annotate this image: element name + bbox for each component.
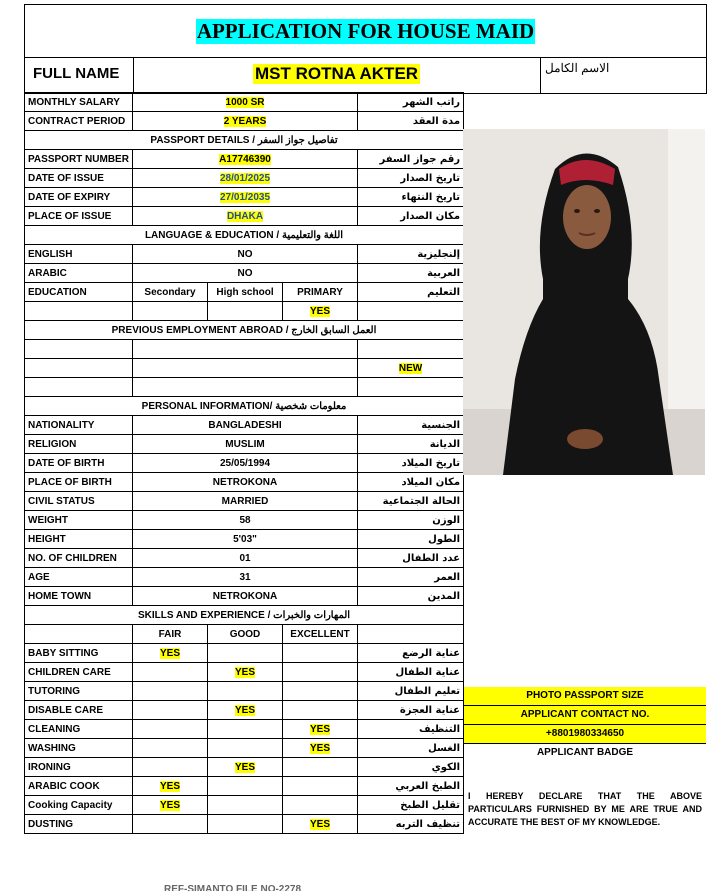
skill-excellent: YES: [283, 720, 358, 739]
field-value: 5'03": [133, 530, 358, 549]
skill-row: [25, 739, 464, 758]
skill-row: [25, 815, 464, 834]
skill-arabic: عناية الرضع: [358, 644, 464, 663]
cell: [358, 378, 464, 397]
skill-label: WASHING: [25, 739, 133, 758]
form-table: [24, 92, 464, 834]
skill-row: [25, 777, 464, 796]
section-row: [25, 321, 464, 340]
skill-good: [208, 777, 283, 796]
field-arabic: التعليم: [358, 283, 464, 302]
skill-good: YES: [208, 758, 283, 777]
skill-good: YES: [208, 701, 283, 720]
field-value: DHAKA: [133, 207, 358, 226]
field-label: PLACE OF ISSUE: [25, 207, 133, 226]
field-arabic: المدين: [358, 587, 464, 606]
skill-good: [208, 796, 283, 815]
section-personal: PERSONAL INFORMATION/ معلومات شخصية: [25, 397, 464, 416]
field-row: [25, 530, 464, 549]
skill-fair: YES: [133, 777, 208, 796]
field-value: 31: [133, 568, 358, 587]
field-label: AGE: [25, 568, 133, 587]
skill-row: [25, 682, 464, 701]
skill-excellent: [283, 777, 358, 796]
skill-arabic: تعليم الطفال: [358, 682, 464, 701]
field-arabic: الديانة: [358, 435, 464, 454]
section-language: LANGUAGE & EDUCATION / اللغة والتعليمية: [25, 226, 464, 245]
field-label: CONTRACT PERIOD: [25, 112, 133, 131]
section-row: [25, 397, 464, 416]
field-value: NETROKONA: [133, 587, 358, 606]
skill-good: YES: [208, 663, 283, 682]
skill-label: CHILDREN CARE: [25, 663, 133, 682]
field-value: 25/05/1994: [133, 454, 358, 473]
employment-value: NEW: [358, 359, 464, 378]
field-value: BANGLADESHI: [133, 416, 358, 435]
skill-excellent: [283, 644, 358, 663]
field-label: NO. OF CHILDREN: [25, 549, 133, 568]
skill-row: [25, 701, 464, 720]
field-arabic: مكان الصدار: [358, 207, 464, 226]
field-value: 58: [133, 511, 358, 530]
section-passport: PASSPORT DETAILS / تفاصيل جواز السفر: [25, 131, 464, 150]
field-row: [25, 549, 464, 568]
skill-row: [25, 720, 464, 739]
skill-good: [208, 644, 283, 663]
field-label: DATE OF ISSUE: [25, 169, 133, 188]
field-arabic: الحالة الجتماعية: [358, 492, 464, 511]
skill-row: [25, 663, 464, 682]
skill-fair: [133, 682, 208, 701]
table-row: [25, 378, 464, 397]
field-row: [25, 93, 464, 112]
field-arabic: إلنجليزية: [358, 245, 464, 264]
full-name-value: MST ROTNA AKTER: [255, 64, 419, 83]
education-option: PRIMARY: [283, 283, 358, 302]
field-arabic: تاريخ الصدار: [358, 169, 464, 188]
cell: [133, 340, 358, 359]
cell: [133, 302, 208, 321]
field-value: 28/01/2025: [133, 169, 358, 188]
skill-good: [208, 739, 283, 758]
field-row: [25, 264, 464, 283]
field-label: PLACE OF BIRTH: [25, 473, 133, 492]
field-value: 27/01/2035: [133, 188, 358, 207]
skill-label: TUTORING: [25, 682, 133, 701]
field-label: ENGLISH: [25, 245, 133, 264]
reference-number: REF-SIMANTO FILE NO-2278: [164, 884, 302, 891]
field-row: [25, 207, 464, 226]
cell: [358, 625, 464, 644]
skill-fair: [133, 758, 208, 777]
skill-label: Cooking Capacity: [25, 796, 133, 815]
skill-row: [25, 644, 464, 663]
field-value: A17746390: [133, 150, 358, 169]
full-name-row: [24, 57, 707, 94]
skill-fair: [133, 663, 208, 682]
skill-excellent: [283, 663, 358, 682]
skill-label: CLEANING: [25, 720, 133, 739]
skill-row: [25, 796, 464, 815]
field-value: NETROKONA: [133, 473, 358, 492]
table-row: [25, 359, 464, 378]
field-label: MONTHLY SALARY: [25, 93, 133, 112]
field-row: [25, 188, 464, 207]
applicant-contact-label: APPLICANT CONTACT NO.: [464, 706, 706, 725]
skill-fair: [133, 720, 208, 739]
skill-good: [208, 682, 283, 701]
field-arabic: تاريخ النتهاء: [358, 188, 464, 207]
field-arabic: الجنسية: [358, 416, 464, 435]
skill-header-good: GOOD: [208, 625, 283, 644]
cell: [25, 378, 133, 397]
form-title-row: [24, 4, 707, 58]
skill-excellent: [283, 758, 358, 777]
cell: [208, 302, 283, 321]
full-name-arabic: الاسم الكامل: [545, 61, 610, 75]
section-row: [25, 606, 464, 625]
field-arabic: العربية: [358, 264, 464, 283]
applicant-contact-number: +8801980334650: [464, 725, 706, 744]
cell: [358, 340, 464, 359]
cell: [25, 340, 133, 359]
applicant-info-box: [463, 687, 706, 762]
field-label: HEIGHT: [25, 530, 133, 549]
skill-arabic: عناية الطفال: [358, 663, 464, 682]
field-row: [25, 435, 464, 454]
field-label: NATIONALITY: [25, 416, 133, 435]
skill-excellent: [283, 701, 358, 720]
field-arabic: عدد الطفال: [358, 549, 464, 568]
field-arabic: رقم جواز السفر: [358, 150, 464, 169]
skill-excellent: YES: [283, 739, 358, 758]
field-value: MARRIED: [133, 492, 358, 511]
cell: [25, 625, 133, 644]
field-row: [25, 454, 464, 473]
field-label: EDUCATION: [25, 283, 133, 302]
section-employment: PREVIOUS EMPLOYMENT ABROAD / العمل السابق الخارج: [25, 321, 464, 340]
field-row: [25, 150, 464, 169]
field-arabic: مدة العقد: [358, 112, 464, 131]
skill-arabic: عناية العجزة: [358, 701, 464, 720]
field-row: [25, 416, 464, 435]
skill-arabic: الطبخ العربي: [358, 777, 464, 796]
skill-label: DUSTING: [25, 815, 133, 834]
field-row: [25, 112, 464, 131]
field-value: NO: [133, 245, 358, 264]
field-row: [25, 492, 464, 511]
cell: [25, 302, 133, 321]
skill-fair: [133, 739, 208, 758]
declaration-text: I HEREBY DECLARE THAT THE ABOVE PARTICULARS FURNISHED BY ME ARE TRUE AND ACCURATE THE BEST OF MY KNOWLEDGE.: [468, 791, 702, 827]
cell: [133, 378, 358, 397]
skill-good: [208, 720, 283, 739]
field-row: [25, 568, 464, 587]
skill-label: IRONING: [25, 758, 133, 777]
field-label: CIVIL STATUS: [25, 492, 133, 511]
education-option: High school: [208, 283, 283, 302]
field-row: [25, 511, 464, 530]
skill-label: DISABLE CARE: [25, 701, 133, 720]
applicant-photo: [463, 129, 705, 475]
field-row: [25, 169, 464, 188]
field-label: PASSPORT NUMBER: [25, 150, 133, 169]
skill-fair: YES: [133, 796, 208, 815]
field-label: HOME TOWN: [25, 587, 133, 606]
skill-header-excellent: EXCELLENT: [283, 625, 358, 644]
skill-header-row: [25, 625, 464, 644]
form-title: APPLICATION FOR HOUSE MAID: [196, 18, 535, 43]
skill-fair: [133, 701, 208, 720]
skill-excellent: [283, 682, 358, 701]
field-value: 1000 SR: [133, 93, 358, 112]
skill-fair: YES: [133, 644, 208, 663]
skill-excellent: [283, 796, 358, 815]
skill-good: [208, 815, 283, 834]
skill-arabic: تنظيف التربه: [358, 815, 464, 834]
cell: [133, 359, 358, 378]
section-row: [25, 131, 464, 150]
skill-label: ARABIC COOK: [25, 777, 133, 796]
section-skills: SKILLS AND EXPERIENCE / المهارات والخبرات: [25, 606, 464, 625]
field-label: WEIGHT: [25, 511, 133, 530]
skill-label: BABY SITTING: [25, 644, 133, 663]
education-row: [25, 283, 464, 302]
skill-arabic: الغسل: [358, 739, 464, 758]
skill-header-fair: FAIR: [133, 625, 208, 644]
education-row: [25, 302, 464, 321]
field-arabic: مكان الميلاد: [358, 473, 464, 492]
education-option: Secondary: [133, 283, 208, 302]
section-row: [25, 226, 464, 245]
field-value: MUSLIM: [133, 435, 358, 454]
table-row: [25, 340, 464, 359]
skill-arabic: الكوي: [358, 758, 464, 777]
field-label: DATE OF EXPIRY: [25, 188, 133, 207]
cell: [358, 302, 464, 321]
applicant-badge: APPLICANT BADGE: [536, 747, 634, 758]
field-arabic: راتب الشهر: [358, 93, 464, 112]
photo-passport-size: PHOTO PASSPORT SIZE: [464, 687, 706, 706]
field-value: NO: [133, 264, 358, 283]
skill-arabic: التنظيف: [358, 720, 464, 739]
field-value: 01: [133, 549, 358, 568]
field-row: [25, 245, 464, 264]
field-arabic: الطول: [358, 530, 464, 549]
field-row: [25, 587, 464, 606]
field-arabic: الوزن: [358, 511, 464, 530]
cell: [25, 359, 133, 378]
education-selected: YES: [283, 302, 358, 321]
application-form: [24, 4, 707, 891]
field-label: DATE OF BIRTH: [25, 454, 133, 473]
field-arabic: تاريخ الميلاد: [358, 454, 464, 473]
field-label: ARABIC: [25, 264, 133, 283]
field-arabic: العمر: [358, 568, 464, 587]
full-name-label: FULL NAME: [33, 65, 120, 82]
skill-fair: [133, 815, 208, 834]
field-row: [25, 473, 464, 492]
field-value: 2 YEARS: [133, 112, 358, 131]
skill-arabic: تقليل الطبخ: [358, 796, 464, 815]
skill-excellent: YES: [283, 815, 358, 834]
skill-row: [25, 758, 464, 777]
field-label: RELIGION: [25, 435, 133, 454]
